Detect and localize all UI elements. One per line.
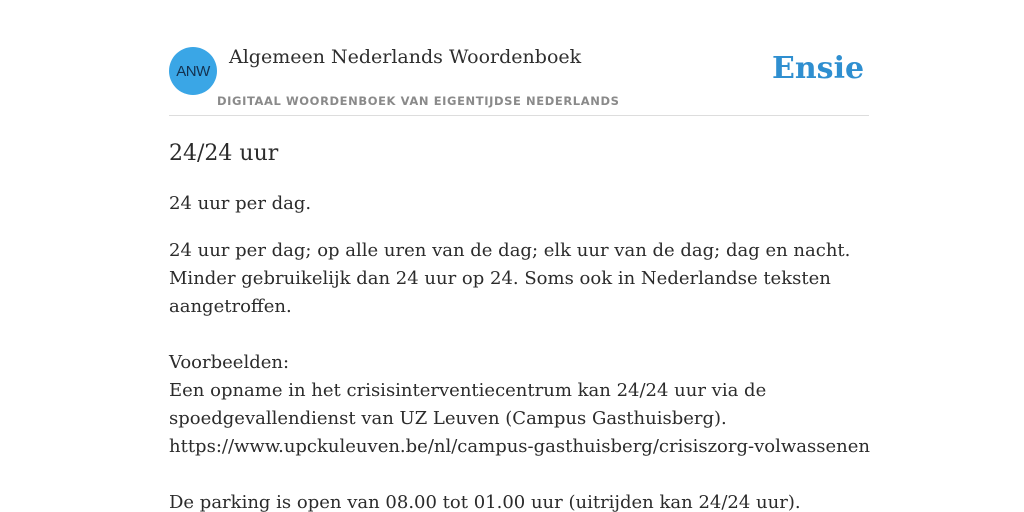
body-line: aangetroffen. — [169, 296, 292, 317]
anw-logo[interactable] — [169, 47, 217, 95]
example-line: De parking is open van 08.00 tot 01.00 uur (uitrijden kan 24/24 uur). — [169, 492, 801, 512]
entry-title: 24/24 uur — [169, 141, 279, 166]
logo-text: ANW — [176, 62, 210, 80]
examples-heading: Voorbeelden: — [169, 352, 290, 373]
body-line: 24 uur per dag; op alle uren van de dag; elk uur van de dag; dag en nacht. — [169, 240, 851, 261]
example-source-url: https://www.upckuleuven.be/nl/campus-gasthuisberg/crisiszorg-volwassenen — [169, 436, 870, 457]
ensie-brand-link[interactable]: Ensie — [772, 51, 865, 86]
example-line: Een opname in het crisisinterventiecentrum kan 24/24 uur via de — [169, 380, 767, 401]
entry-content — [169, 138, 870, 512]
entry-body — [169, 237, 870, 512]
body-line: Minder gebruikelijk dan 24 uur op 24. Soms ook in Nederlandse teksten — [169, 268, 831, 289]
blank-line — [169, 461, 859, 489]
blank-line — [169, 321, 859, 349]
site-title-link[interactable]: Algemeen Nederlands Woordenboek — [229, 46, 582, 68]
entry-short-definition: 24 uur per dag. — [169, 193, 312, 214]
example-line: spoedgevallendienst van UZ Leuven (Campus Gasthuisberg). — [169, 408, 727, 429]
site-subtitle: DIGITAAL WOORDENBOEK VAN EIGENTIJDSE NEDERLANDS — [217, 94, 620, 108]
header-divider — [169, 115, 869, 116]
